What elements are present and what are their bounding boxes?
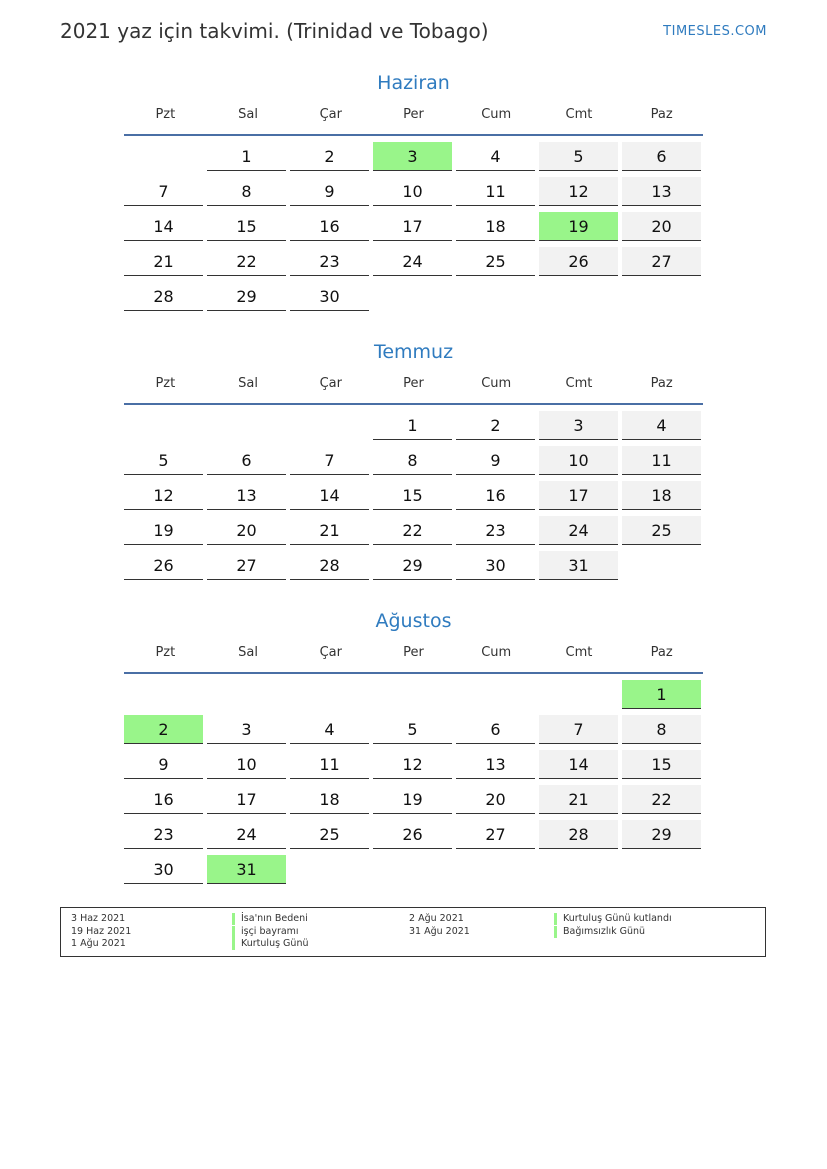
weekend-day-cell: 4	[622, 411, 701, 440]
weekend-day-cell: 7	[539, 715, 618, 744]
month-august	[124, 607, 703, 884]
weekday-label: Cmt	[565, 645, 593, 660]
legend-date: 2 Ağu 2021	[409, 913, 464, 924]
weekday-label: Cum	[481, 107, 512, 122]
weekday-label: Cum	[481, 376, 512, 391]
weekend-day-cell: 22	[622, 785, 701, 814]
day-cell: 25	[290, 820, 369, 849]
weekday-label: Pzt	[155, 107, 176, 122]
weekday-label: Çar	[319, 376, 342, 391]
day-cell: 25	[456, 247, 535, 276]
day-cell: 13	[207, 481, 286, 510]
month-title: Haziran	[377, 72, 450, 94]
legend-holiday-name: İsa'nın Bedeni	[232, 913, 308, 925]
day-cell: 19	[373, 785, 452, 814]
day-cell: 27	[456, 820, 535, 849]
weekend-day-cell: 31	[539, 551, 618, 580]
day-cell: 22	[207, 247, 286, 276]
day-cell: 1	[373, 411, 452, 440]
day-cell: 6	[207, 446, 286, 475]
weekday-label: Sal	[238, 645, 258, 660]
weekend-day-cell: 14	[539, 750, 618, 779]
day-cell: 20	[207, 516, 286, 545]
weekend-day-cell: 13	[622, 177, 701, 206]
holiday-day-cell: 19	[539, 212, 618, 241]
weekend-day-cell: 12	[539, 177, 618, 206]
legend-date: 19 Haz 2021	[71, 926, 132, 937]
day-cell: 30	[290, 282, 369, 311]
day-cell: 21	[124, 247, 203, 276]
day-cell: 4	[456, 142, 535, 171]
page-title: 2021 yaz için takvimi. (Trinidad ve Tobago)	[60, 19, 489, 43]
day-cell: 26	[373, 820, 452, 849]
month-title: Ağustos	[375, 610, 452, 632]
empty-day-cell	[290, 680, 369, 709]
day-cell: 16	[456, 481, 535, 510]
day-cell: 28	[124, 282, 203, 311]
day-cell: 15	[373, 481, 452, 510]
weekend-day-cell: 15	[622, 750, 701, 779]
weekend-day-cell: 24	[539, 516, 618, 545]
day-cell: 30	[456, 551, 535, 580]
weekend-day-cell: 17	[539, 481, 618, 510]
day-cell: 16	[290, 212, 369, 241]
weekday-label: Per	[403, 645, 424, 660]
brand-link[interactable]: TIMESLES.COM	[663, 24, 767, 39]
weekend-day-cell: 28	[539, 820, 618, 849]
legend-holiday-name: Bağımsızlık Günü	[554, 926, 645, 938]
empty-day-cell	[373, 680, 452, 709]
day-cell: 10	[373, 177, 452, 206]
weekday-label: Cmt	[565, 376, 593, 391]
weekend-day-cell: 10	[539, 446, 618, 475]
holiday-day-cell: 31	[207, 855, 286, 884]
weekend-day-cell: 11	[622, 446, 701, 475]
day-cell: 4	[290, 715, 369, 744]
day-cell: 27	[207, 551, 286, 580]
empty-day-cell	[207, 411, 286, 440]
day-cell: 24	[207, 820, 286, 849]
weekend-day-cell: 26	[539, 247, 618, 276]
weekday-header	[124, 102, 703, 136]
weekend-day-cell: 21	[539, 785, 618, 814]
day-cell: 6	[456, 715, 535, 744]
legend-date: 3 Haz 2021	[71, 913, 126, 924]
day-cell: 30	[124, 855, 203, 884]
legend-date: 1 Ağu 2021	[71, 938, 126, 949]
day-cell: 1	[207, 142, 286, 171]
day-cell: 9	[290, 177, 369, 206]
empty-day-cell	[456, 680, 535, 709]
day-cell: 29	[373, 551, 452, 580]
weekday-header	[124, 371, 703, 405]
month-june	[124, 69, 703, 311]
day-cell: 11	[290, 750, 369, 779]
days-grid	[124, 142, 703, 311]
day-cell: 7	[124, 177, 203, 206]
day-cell: 9	[456, 446, 535, 475]
legend-holiday-name: Kurtuluş Günü kutlandı	[554, 913, 672, 925]
day-cell: 28	[290, 551, 369, 580]
empty-day-cell	[207, 680, 286, 709]
day-cell: 23	[456, 516, 535, 545]
weekend-day-cell: 18	[622, 481, 701, 510]
weekday-header	[124, 640, 703, 674]
days-grid	[124, 411, 703, 580]
day-cell: 18	[290, 785, 369, 814]
day-cell: 12	[124, 481, 203, 510]
weekend-day-cell: 3	[539, 411, 618, 440]
day-cell: 18	[456, 212, 535, 241]
day-cell: 19	[124, 516, 203, 545]
weekday-label: Sal	[238, 107, 258, 122]
day-cell: 14	[124, 212, 203, 241]
weekday-label: Çar	[319, 107, 342, 122]
legend-holiday-name: işçi bayramı	[232, 926, 299, 938]
weekend-day-cell: 20	[622, 212, 701, 241]
day-cell: 3	[207, 715, 286, 744]
day-cell: 23	[290, 247, 369, 276]
weekday-label: Paz	[650, 107, 673, 122]
holiday-day-cell: 1	[622, 680, 701, 709]
weekday-label: Per	[403, 376, 424, 391]
days-grid	[124, 680, 703, 884]
day-cell: 20	[456, 785, 535, 814]
holiday-legend	[60, 907, 766, 957]
day-cell: 17	[207, 785, 286, 814]
day-cell: 5	[124, 446, 203, 475]
weekday-label: Cum	[481, 645, 512, 660]
weekday-label: Cmt	[565, 107, 593, 122]
weekday-label: Paz	[650, 645, 673, 660]
empty-day-cell	[124, 142, 203, 171]
legend-holiday-name: Kurtuluş Günü	[232, 938, 308, 950]
month-title: Temmuz	[373, 341, 454, 363]
legend-date: 31 Ağu 2021	[409, 926, 470, 937]
day-cell: 16	[124, 785, 203, 814]
weekday-label: Sal	[238, 376, 258, 391]
day-cell: 24	[373, 247, 452, 276]
day-cell: 13	[456, 750, 535, 779]
weekday-label: Pzt	[155, 376, 176, 391]
day-cell: 9	[124, 750, 203, 779]
day-cell: 22	[373, 516, 452, 545]
day-cell: 12	[373, 750, 452, 779]
day-cell: 14	[290, 481, 369, 510]
empty-day-cell	[124, 411, 203, 440]
day-cell: 8	[373, 446, 452, 475]
empty-day-cell	[124, 680, 203, 709]
holiday-day-cell: 2	[124, 715, 203, 744]
day-cell: 5	[373, 715, 452, 744]
day-cell: 11	[456, 177, 535, 206]
day-cell: 29	[207, 282, 286, 311]
day-cell: 26	[124, 551, 203, 580]
weekday-label: Per	[403, 107, 424, 122]
day-cell: 10	[207, 750, 286, 779]
day-cell: 23	[124, 820, 203, 849]
day-cell: 2	[456, 411, 535, 440]
day-cell: 21	[290, 516, 369, 545]
weekend-day-cell: 8	[622, 715, 701, 744]
day-cell: 17	[373, 212, 452, 241]
day-cell: 7	[290, 446, 369, 475]
weekday-label: Paz	[650, 376, 673, 391]
weekend-day-cell: 5	[539, 142, 618, 171]
weekend-day-cell: 27	[622, 247, 701, 276]
day-cell: 15	[207, 212, 286, 241]
month-july	[124, 338, 703, 580]
weekend-day-cell: 29	[622, 820, 701, 849]
holiday-day-cell: 3	[373, 142, 452, 171]
weekday-label: Pzt	[155, 645, 176, 660]
day-cell: 8	[207, 177, 286, 206]
weekday-label: Çar	[319, 645, 342, 660]
weekend-day-cell: 6	[622, 142, 701, 171]
day-cell: 2	[290, 142, 369, 171]
weekend-day-cell: 25	[622, 516, 701, 545]
empty-day-cell	[539, 680, 618, 709]
empty-day-cell	[290, 411, 369, 440]
